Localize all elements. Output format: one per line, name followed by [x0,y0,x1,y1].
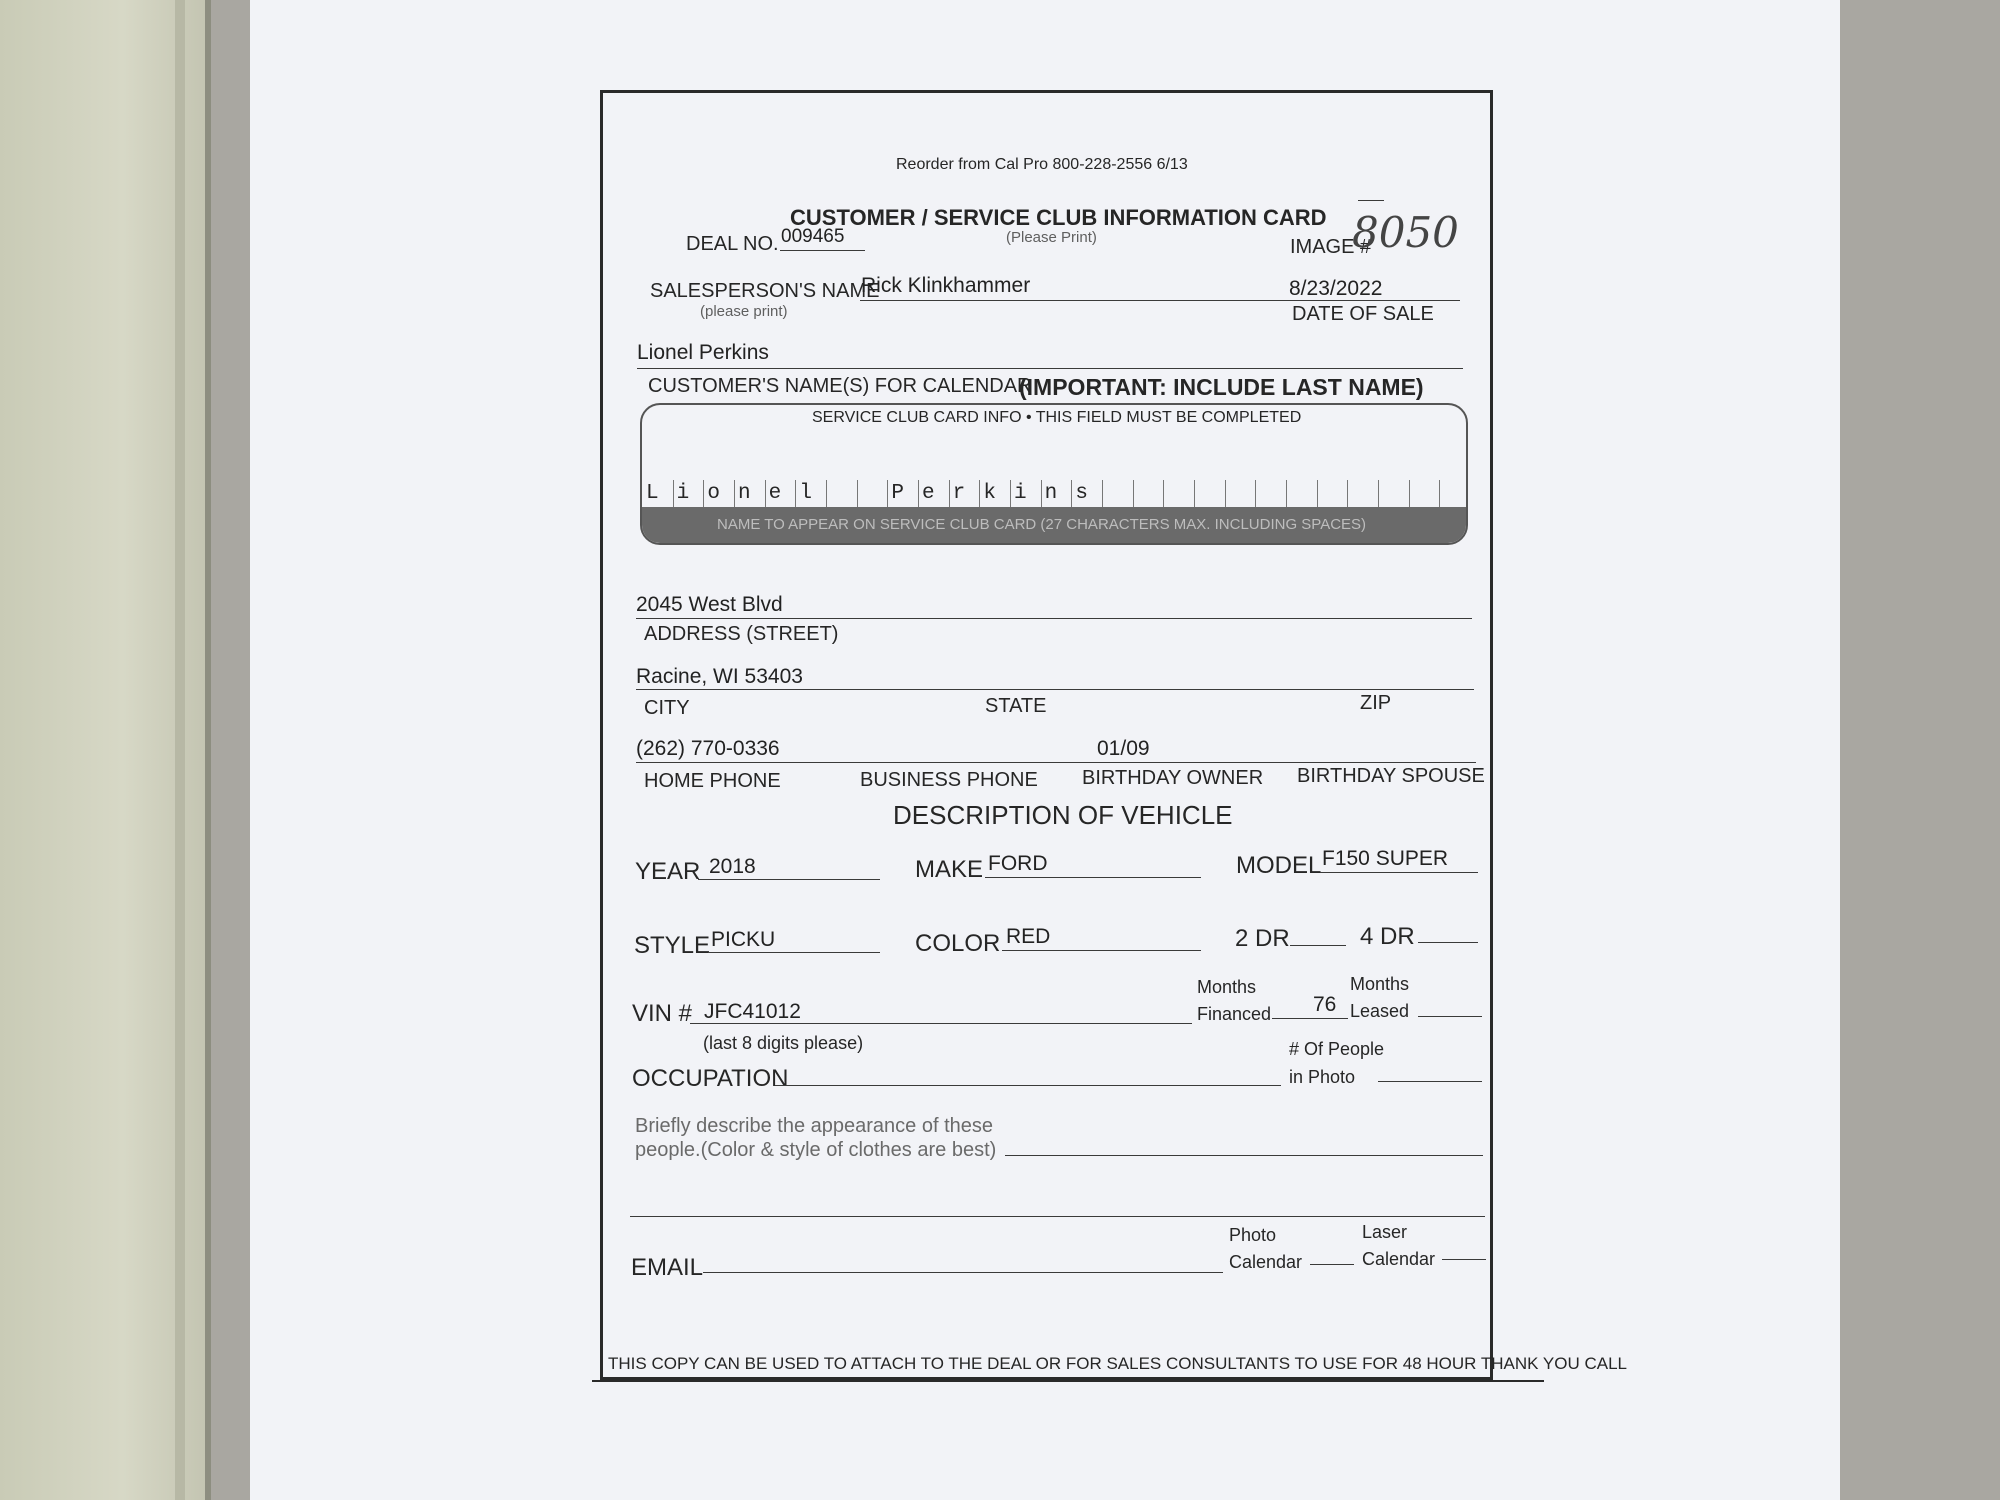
date-of-sale-value: 8/23/2022 [1289,277,1383,300]
footer-border [592,1380,1544,1382]
months-leased-line [1418,1016,1482,1017]
customer-name-line [637,368,1463,369]
phones-line [636,762,1476,763]
service-card-footer-band [642,507,1466,543]
letter-box-char: L [646,482,659,505]
photo-calendar-label-1: Photo [1229,1225,1277,1245]
deal-no-line [780,250,865,251]
footer-note: THIS COPY CAN BE USED TO ATTACH TO THE DEAL OR FOR SALES CONSULTANTS TO USE FOR 48 HOUR THANK YOU CALL [608,1354,1627,1373]
letter-box-char: r [952,482,966,505]
describe-line-2 [630,1216,1485,1217]
form-title: CUSTOMER / SERVICE CLUB INFORMATION CARD [790,205,1327,230]
laser-calendar-label-2: Calendar [1362,1249,1436,1269]
letter-box-char: o [707,482,720,505]
birthday-spouse-label: BIRTHDAY SPOUSE [1297,765,1485,787]
zip-label: ZIP [1360,692,1392,714]
city-label: CITY [644,697,690,719]
describe-line-1 [1005,1155,1483,1156]
photo-calendar-line [1310,1264,1354,1265]
people-in-photo-label-2: in Photo [1289,1067,1356,1087]
year-value: 2018 [709,855,756,878]
four-door-line [1418,942,1478,943]
laser-calendar-line [1442,1259,1486,1260]
address-value: 2045 West Blvd [636,593,783,616]
salesperson-label: SALESPERSON'S NAME [650,280,880,302]
address-line [636,618,1472,619]
make-label: MAKE [915,856,984,883]
model-line [1320,872,1478,873]
color-label: COLOR [915,930,1001,957]
people-in-photo-label-1: # Of People [1289,1039,1385,1059]
city-line [636,689,1474,690]
months-financed-line [1272,1018,1348,1019]
address-label: ADDRESS (STREET) [644,623,839,645]
color-value: RED [1006,925,1051,948]
photo-calendar-label-2: Calendar [1229,1252,1303,1272]
style-label: STYLE [634,932,711,959]
birthday-owner-value: 01/09 [1097,737,1150,760]
letter-box-char: P [891,482,904,505]
months-financed-label-2: Financed [1197,1004,1272,1024]
vin-value: JFC41012 [704,1000,801,1023]
please-print-note: (Please Print) [1006,229,1097,246]
vin-line [690,1023,1192,1024]
style-value: PICKU [711,928,776,951]
describe-instructions-line-2: people.(Color & style of clothes are best) [635,1139,997,1161]
important-note: (IMPORTANT: INCLUDE LAST NAME) [1019,374,1424,400]
model-value: F150 SUPER [1322,847,1449,870]
customer-name-value: Lionel Perkins [637,341,769,364]
birthday-owner-label: BIRTHDAY OWNER [1082,767,1264,789]
letter-box-char: k [983,482,996,505]
image-dash [1358,200,1384,201]
color-line [1002,950,1201,951]
image-number-label: IMAGE # [1290,236,1372,258]
two-door-line [1290,945,1346,946]
state-label: STATE [985,695,1047,717]
months-leased-label-2: Leased [1350,1001,1410,1021]
salesperson-value: Rick Klinkhammer [861,274,1031,297]
make-value: FORD [988,852,1048,875]
salesperson-note: (please print) [700,303,788,320]
months-financed-label-1: Months [1197,977,1257,997]
date-of-sale-label: DATE OF SALE [1292,303,1434,325]
business-phone-label: BUSINESS PHONE [860,769,1038,791]
occupation-line [775,1085,1281,1086]
city-state-zip-value: Racine, WI 53403 [636,665,803,688]
laser-calendar-label-1: Laser [1362,1222,1408,1242]
panel-edge [175,0,185,1500]
describe-instructions-line-1: Briefly describe the appearance of these [635,1115,993,1137]
vin-label: VIN # [632,1000,693,1027]
vin-note: (last 8 digits please) [703,1033,864,1053]
letter-box-char: i [676,482,690,505]
make-line [985,877,1201,878]
letter-box-char: n [738,482,751,505]
people-in-photo-line [1378,1081,1482,1082]
email-line [703,1272,1223,1273]
letter-box-char: e [922,482,935,505]
service-club-card-box [640,403,1468,545]
occupation-label: OCCUPATION [632,1065,789,1092]
model-label: MODEL [1236,852,1322,879]
letter-box-char: e [768,482,782,505]
background-panel [0,0,211,1500]
style-line [708,952,880,953]
letter-box-char: n [1044,482,1058,505]
deal-no-label: DEAL NO. [686,233,779,255]
months-financed-value: 76 [1313,993,1337,1016]
home-phone-value: (262) 770-0336 [636,737,780,760]
two-door-label: 2 DR [1235,925,1290,952]
year-label: YEAR [635,858,701,885]
home-phone-label: HOME PHONE [644,770,781,792]
year-line [698,879,880,880]
four-door-label: 4 DR [1360,923,1415,950]
letter-box-char: s [1075,482,1088,505]
service-card-heading: SERVICE CLUB CARD INFO • THIS FIELD MUST BE COMPLETED [812,409,1302,426]
customer-name-label: CUSTOMER'S NAME(S) FOR CALENDAR [648,375,1032,397]
email-label: EMAIL [631,1254,704,1281]
image-number-handwritten: 8050 [1352,208,1459,257]
service-card-footer: NAME TO APPEAR ON SERVICE CLUB CARD (27 CHARACTERS MAX. INCLUDING SPACES) [717,516,1367,533]
deal-no-value: 009465 [781,226,845,247]
letter-box-char: i [1014,482,1027,505]
months-leased-label-1: Months [1350,974,1410,994]
service-card-letter-boxes [642,472,1468,512]
letter-box-char: l [799,482,812,505]
reorder-note: Reorder from Cal Pro 800-228-2556 6/13 [896,156,1188,173]
vehicle-section-heading: DESCRIPTION OF VEHICLE [893,800,1233,830]
